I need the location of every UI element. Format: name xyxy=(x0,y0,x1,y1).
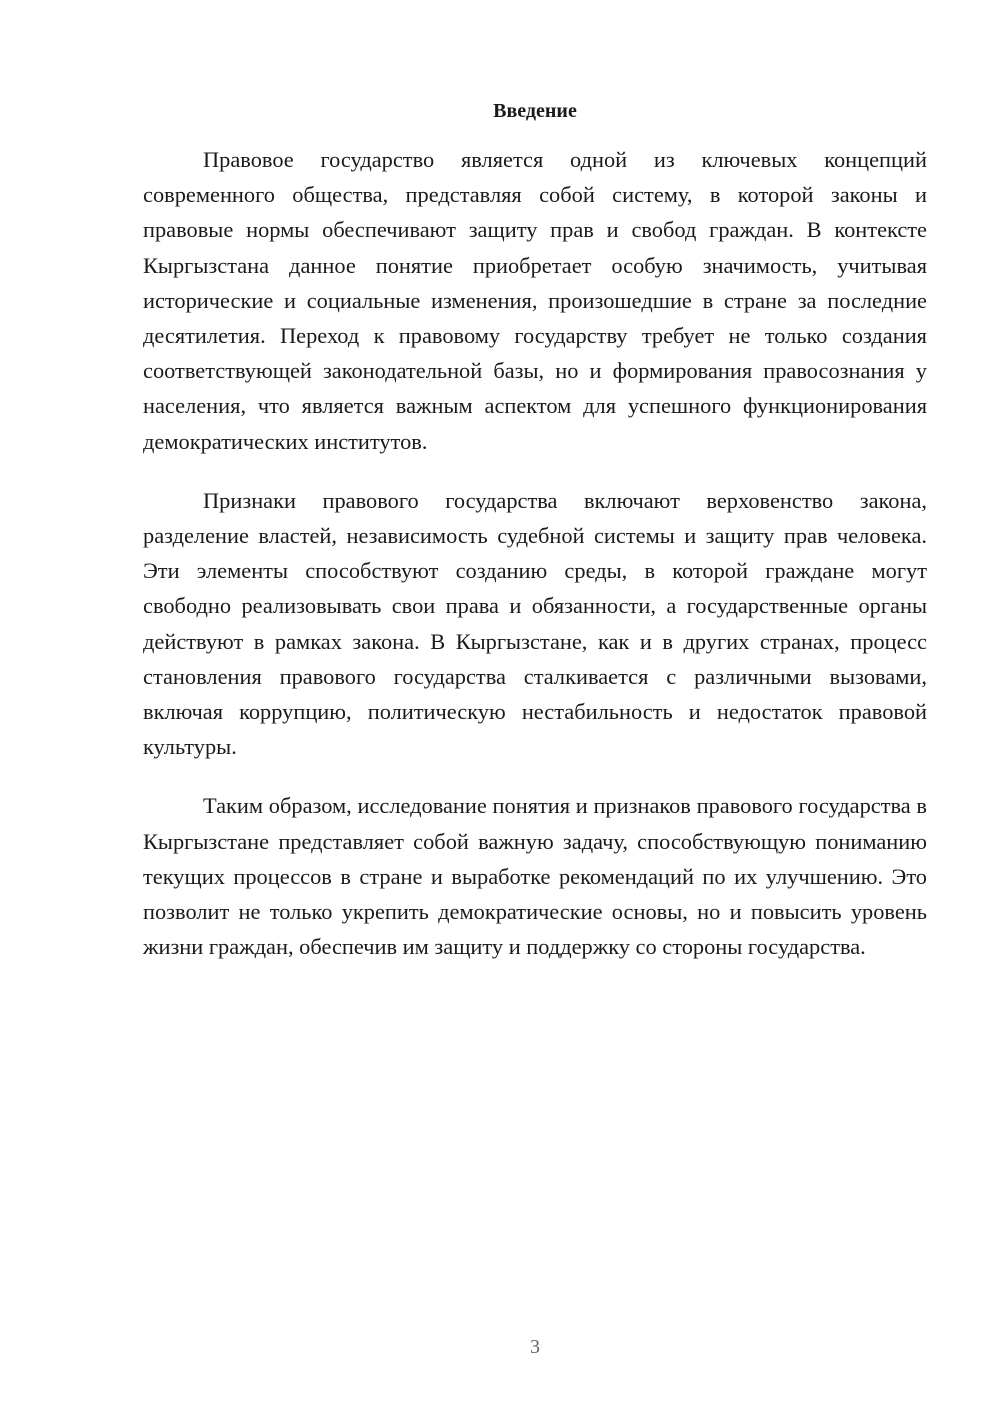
section-title: Введение xyxy=(493,100,577,122)
body-text xyxy=(143,142,927,988)
paragraph-1: Правовое государство является одной из ключевых концепций современного общества, представляя собой систему, в которой законы и правовые нормы обеспечивают защиту прав и свобод граждан. В контексте Кыргызстана данное понятие приобретает особую значимость, учитывая исторические и социальные изменения, произошедшие в стране за последние десятилетия. Переход к правовому государству требует не только создания соответствующей законодательной базы, но и формирования правосознания у населения, что является важным аспектом для успешного функционирования демократических институтов. xyxy=(143,147,927,454)
paragraph-2: Признаки правового государства включают верховенство закона, разделение властей, независимость судебной системы и защиту прав человека. Эти элементы способствуют созданию среды, в которой граждане могут свободно реализовывать свои права и обязанности, а государственные органы действуют в рамках закона. В Кыргызстане, как и в других странах, процесс становления правового государства сталкивается с различными вызовами, включая коррупцию, политическую нестабильность и недостаток правовой культуры. xyxy=(143,487,927,760)
paragraph-3: Таким образом, исследование понятия и признаков правового государства в Кыргызстане представляет собой важную задачу, способствующую пониманию текущих процессов в стране и выработке рекомендаций по их улучшению. Это позволит не только укрепить демократические основы, но и повысить уровень жизни граждан, обеспечив им защиту и поддержку со стороны государства. xyxy=(143,793,927,960)
page-number: 3 xyxy=(530,1336,540,1358)
